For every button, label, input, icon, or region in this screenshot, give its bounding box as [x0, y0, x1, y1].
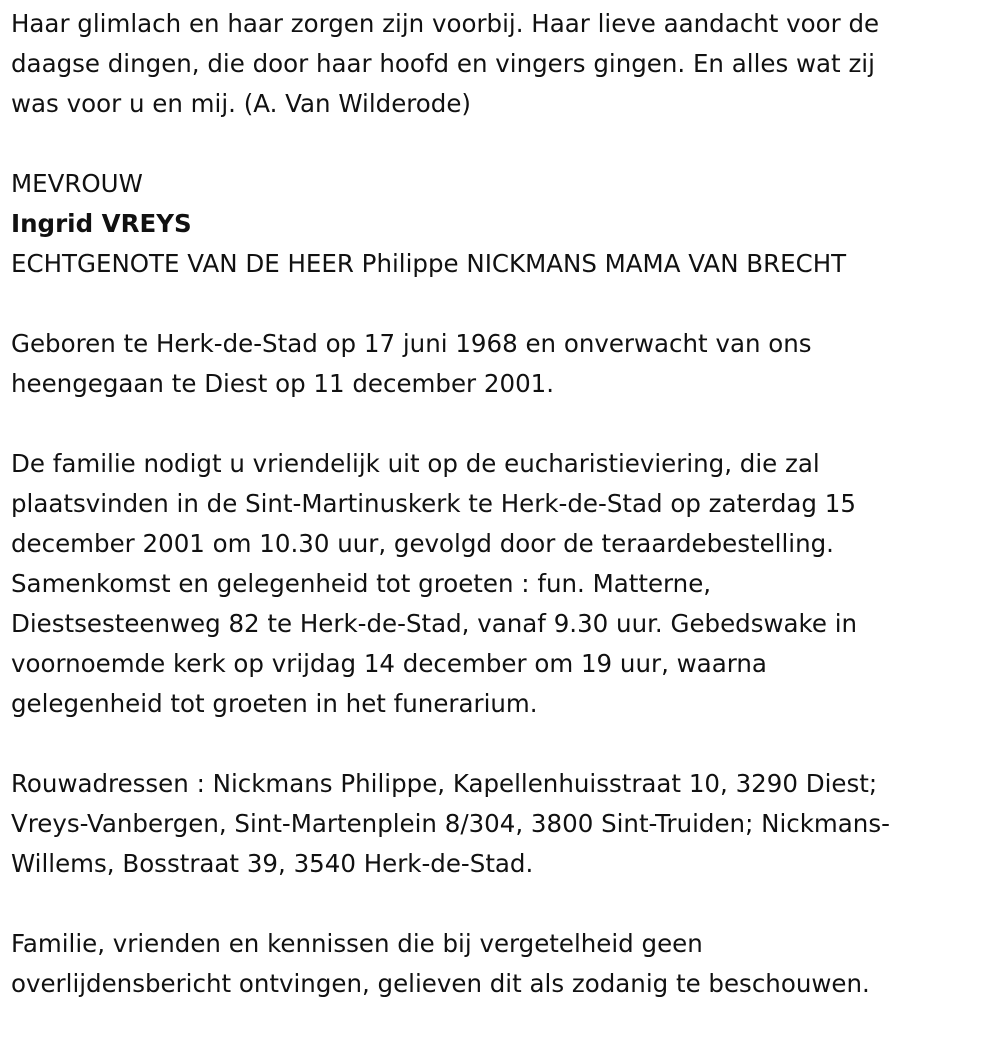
salutation: MEVROUW	[11, 169, 143, 198]
text-line: Haar glimlach en haar zorgen zijn voorbij. Haar lieve aandacht voor de	[11, 9, 880, 38]
birth-death-paragraph	[11, 324, 980, 404]
text-line: was voor u en mij. (A. Van Wilderode)	[11, 89, 471, 118]
text-line: Diestsesteenweg 82 te Herk-de-Stad, vanaf 9.30 uur. Gebedswake in	[11, 609, 858, 638]
spacer	[11, 124, 980, 164]
deceased-name: Ingrid VREYS	[11, 209, 192, 238]
text-line: Familie, vrienden en kennissen die bij vergetelheid geen	[11, 929, 703, 958]
text-line: plaatsvinden in de Sint-Martinuskerk te Herk-de-Stad op zaterdag 15	[11, 489, 856, 518]
memorial-quote	[11, 4, 980, 124]
ceremony-paragraph	[11, 444, 980, 724]
text-line: De familie nodigt u vriendelijk uit op de eucharistieviering, die zal	[11, 449, 820, 478]
text-line: Samenkomst en gelegenheid tot groeten : fun. Matterne,	[11, 569, 712, 598]
text-line: Geboren te Herk-de-Stad op 17 juni 1968 en onverwacht van ons	[11, 329, 812, 358]
spacer	[11, 884, 980, 924]
text-line: heengegaan te Diest op 11 december 2001.	[11, 369, 555, 398]
text-line: Willems, Bosstraat 39, 3540 Herk-de-Stad.	[11, 849, 534, 878]
text-line: Rouwadressen : Nickmans Philippe, Kapellenhuisstraat 10, 3290 Diest;	[11, 769, 878, 798]
spacer	[11, 284, 980, 324]
text-line: Vreys-Vanbergen, Sint-Martenplein 8/304, 3800 Sint-Truiden; Nickmans-	[11, 809, 890, 838]
text-line: december 2001 om 10.30 uur, gevolgd door de teraardebestelling.	[11, 529, 834, 558]
closing-paragraph	[11, 924, 980, 1004]
text-line: overlijdensbericht ontvingen, gelieven dit als zodanig te beschouwen.	[11, 969, 870, 998]
text-line: daagse dingen, die door haar hoofd en vingers gingen. En alles wat zij	[11, 49, 875, 78]
text-line: voornoemde kerk op vrijdag 14 december om 19 uur, waarna	[11, 649, 767, 678]
addresses-paragraph	[11, 764, 980, 884]
text-line: gelegenheid tot groeten in het funerarium.	[11, 689, 538, 718]
relation-line: ECHTGENOTE VAN DE HEER Philippe NICKMANS MAMA VAN BRECHT	[11, 249, 847, 278]
spacer	[11, 724, 980, 764]
spacer	[11, 404, 980, 444]
